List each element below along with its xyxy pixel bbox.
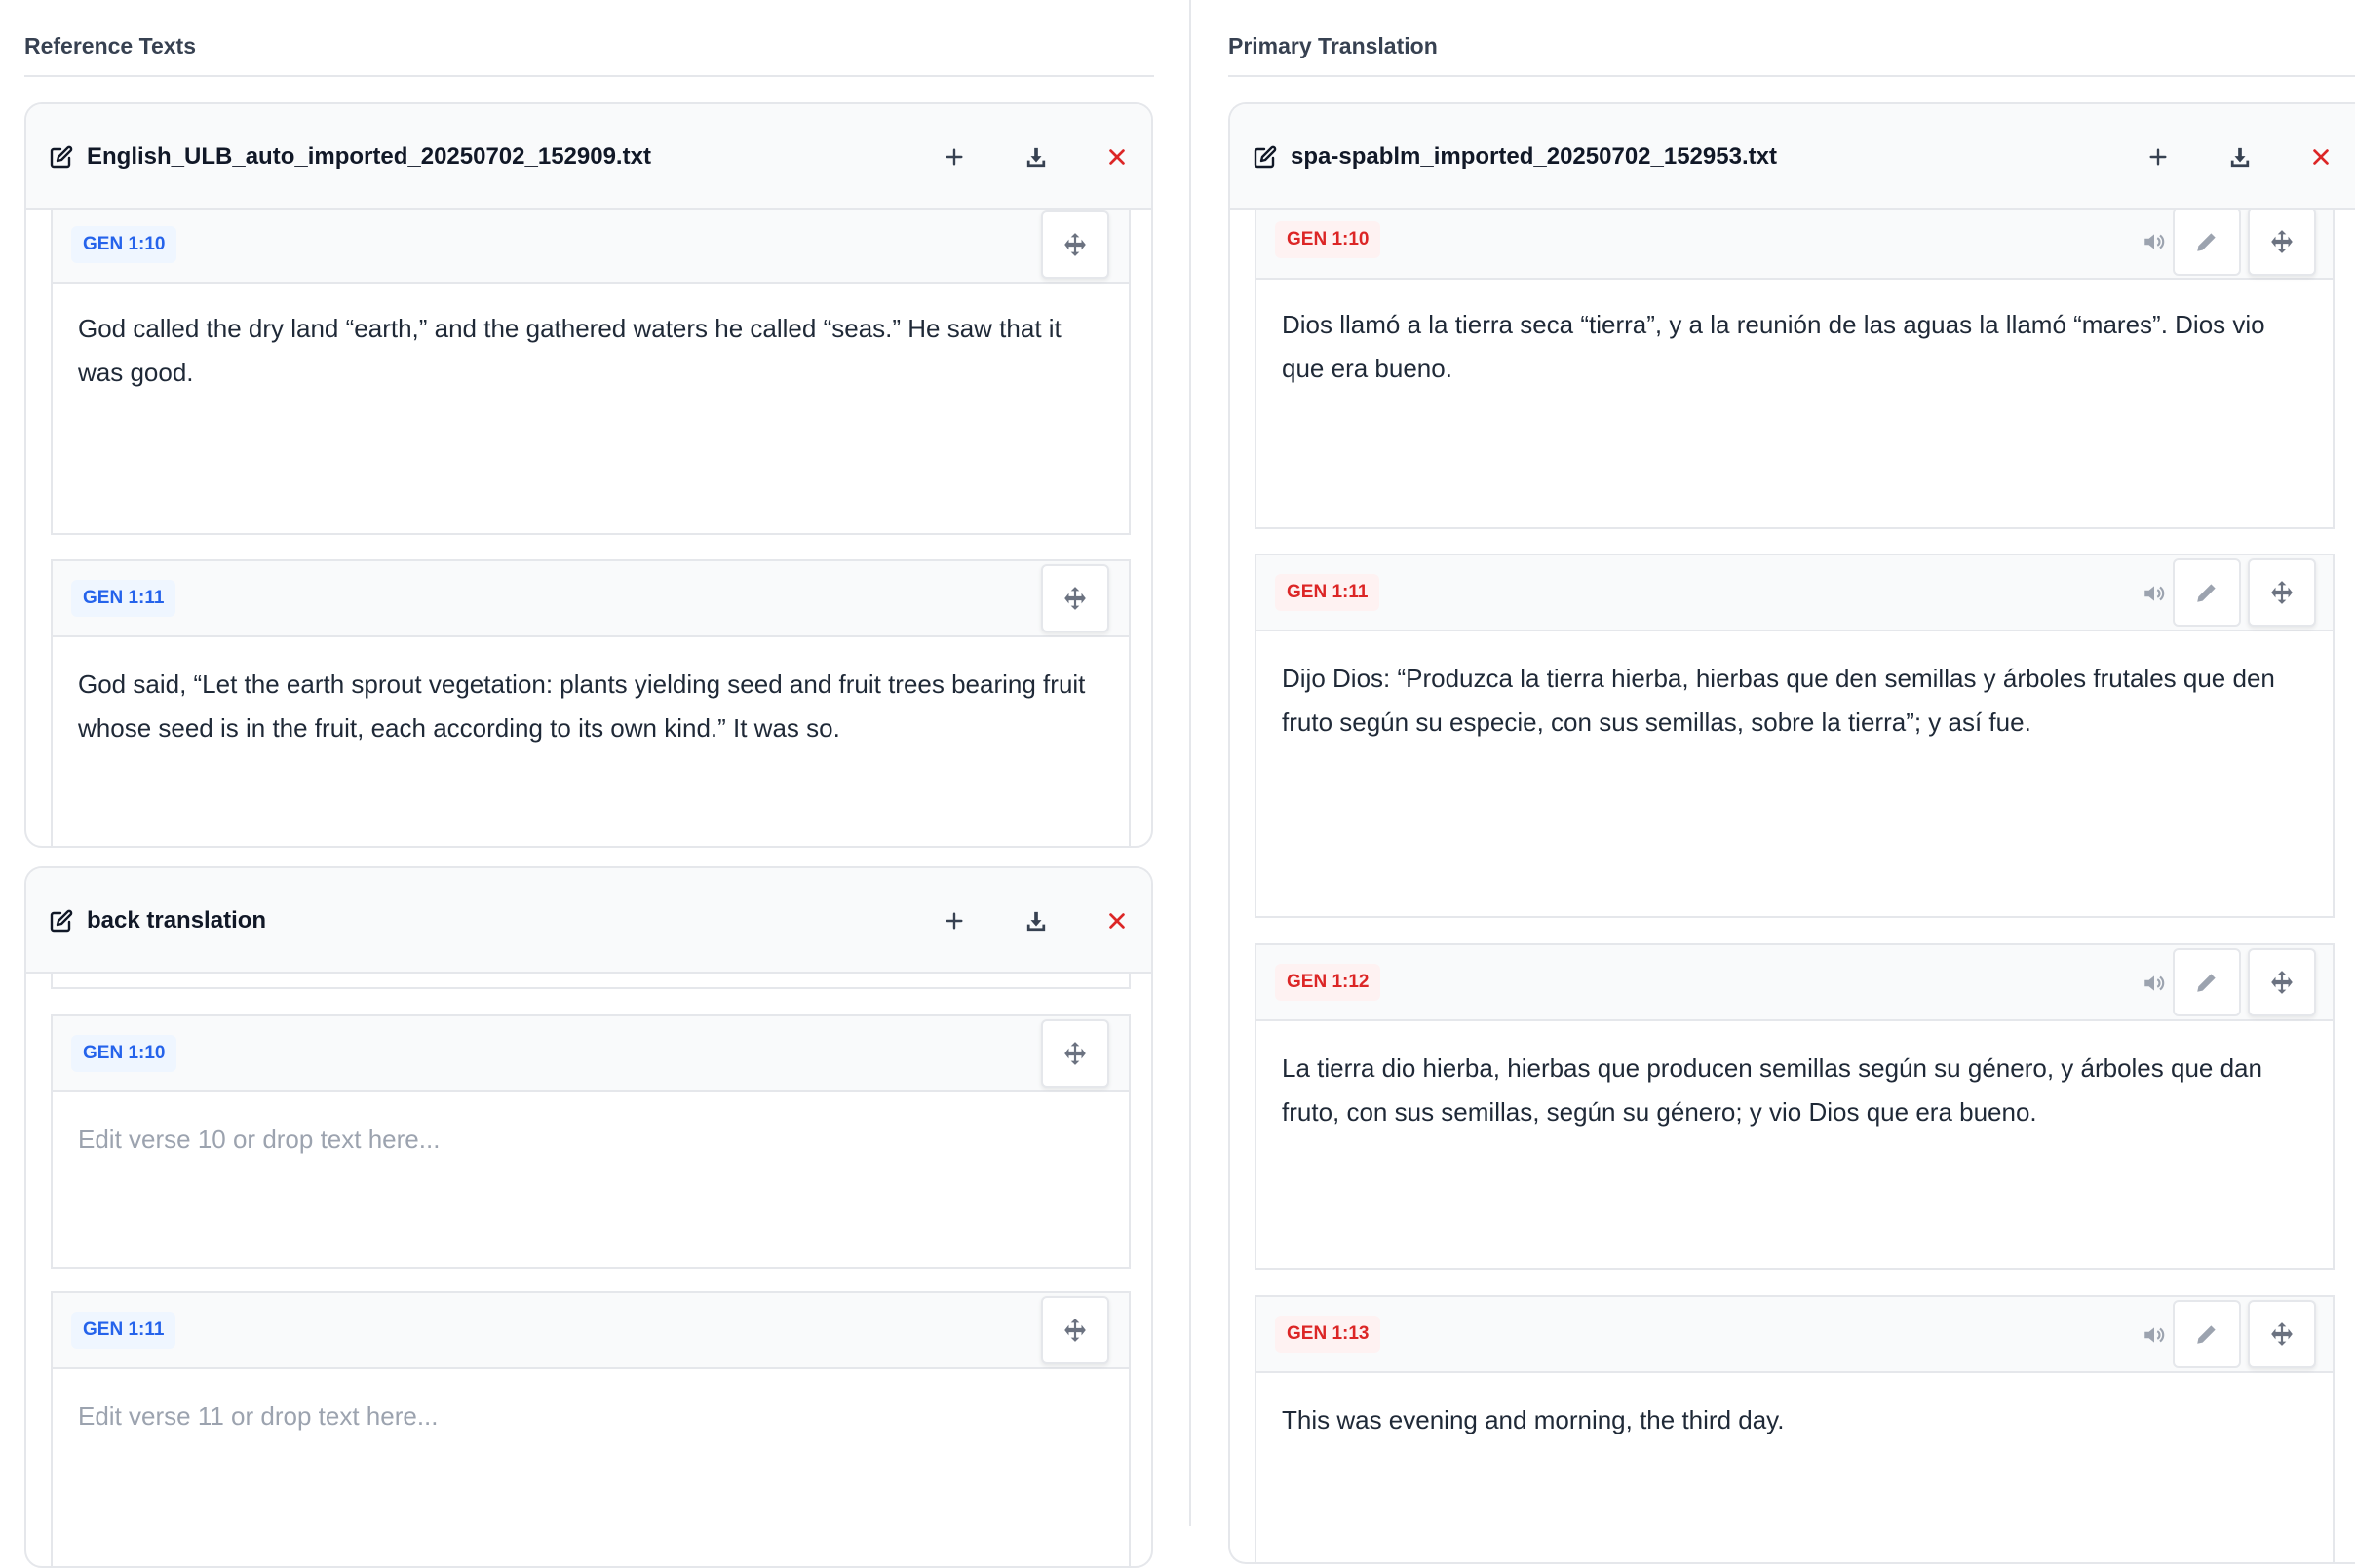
- panel-header: [26, 104, 1151, 210]
- verse-card: [1255, 1295, 2335, 1562]
- download-icon: [1025, 146, 1047, 168]
- verse-text[interactable]: Dijo Dios: “Produzca la tierra hierba, hierbas que den semillas y árboles frutales que den fruto según su especie, con sus semillas, sobre la tierra”; y así fue.: [1282, 664, 2275, 737]
- verse-card: [1255, 210, 2335, 529]
- verse-card-header: [1256, 945, 2333, 1021]
- panel-header: [1230, 104, 2355, 210]
- verse-text[interactable]: This was evening and morning, the third day.: [1282, 1405, 1785, 1434]
- verse-text[interactable]: La tierra dio hierba, hierbas que producen semillas según su género, y árboles que dan fruto, con sus semillas, según su género; y vio Dios que era bueno.: [1282, 1053, 2262, 1127]
- verse-card-header: [1256, 1297, 2333, 1373]
- speaker-icon[interactable]: [2140, 969, 2169, 998]
- close-button[interactable]: [1094, 898, 1140, 944]
- download-button[interactable]: [2217, 134, 2263, 180]
- move-button[interactable]: [1041, 564, 1109, 632]
- verse-card-partial: [51, 974, 1131, 989]
- verse-reference-badge: GEN 1:10: [71, 226, 176, 263]
- move-button[interactable]: [2248, 1300, 2316, 1368]
- edit-icon[interactable]: [1254, 145, 1277, 169]
- add-button[interactable]: [2135, 134, 2181, 180]
- verse-reference-badge: GEN 1:11: [71, 1312, 175, 1349]
- speaker-icon[interactable]: [2140, 579, 2169, 608]
- verse-card-header: [53, 561, 1129, 637]
- pencil-icon: [2194, 1321, 2220, 1347]
- panel-body[interactable]: [26, 210, 1151, 846]
- pencil-icon: [2194, 580, 2220, 605]
- download-icon: [2229, 146, 2251, 168]
- verse-card: [51, 210, 1131, 535]
- move-icon: [2269, 580, 2295, 605]
- move-icon: [2269, 229, 2295, 254]
- download-button[interactable]: [1013, 134, 1060, 180]
- move-icon: [2269, 1321, 2295, 1347]
- speaker-icon[interactable]: [2140, 1320, 2169, 1350]
- close-button[interactable]: [2297, 134, 2344, 180]
- move-icon: [1062, 1041, 1088, 1066]
- verse-card: [51, 559, 1131, 846]
- reference-panel-back-translation: [24, 866, 1153, 1568]
- verse-card: [1255, 554, 2335, 918]
- verse-reference-badge: GEN 1:10: [71, 1035, 176, 1072]
- download-icon: [1025, 910, 1047, 932]
- verse-text[interactable]: God called the dry land “earth,” and the gathered waters he called “seas.” He saw that it was good.: [78, 314, 1062, 387]
- verse-reference-badge: GEN 1:12: [1275, 964, 1380, 1001]
- verse-card-header: [53, 210, 1129, 284]
- panel-title: English_ULB_auto_imported_20250702_152909.txt: [87, 143, 651, 170]
- verse-input-placeholder[interactable]: Edit verse 11 or drop text here...: [78, 1401, 439, 1431]
- move-button[interactable]: [1041, 1019, 1109, 1088]
- add-button[interactable]: [931, 134, 978, 180]
- move-button[interactable]: [2248, 210, 2316, 276]
- move-button[interactable]: [1041, 1296, 1109, 1364]
- verse-text[interactable]: God said, “Let the earth sprout vegetation: plants yielding seed and fruit trees bearing fruit whose seed is in the fruit, each according to its own kind.” It was so.: [78, 669, 1086, 743]
- move-icon: [1062, 232, 1088, 257]
- move-icon: [1062, 1318, 1088, 1343]
- plus-icon: [944, 910, 965, 932]
- verse-card-header: [1256, 210, 2333, 280]
- divider: [1228, 75, 2355, 77]
- verse-reference-badge: GEN 1:11: [71, 580, 175, 617]
- move-button[interactable]: [2248, 558, 2316, 627]
- verse-card-header: [1256, 555, 2333, 631]
- panel-title: back translation: [87, 907, 267, 934]
- verse-reference-badge: GEN 1:13: [1275, 1316, 1380, 1353]
- move-icon: [1062, 586, 1088, 611]
- reference-panel-english-ulb: [24, 102, 1153, 848]
- reference-texts-heading: Reference Texts: [24, 33, 196, 58]
- move-icon: [2269, 970, 2295, 995]
- plus-icon: [2147, 146, 2169, 168]
- close-button[interactable]: [1094, 134, 1140, 180]
- pencil-icon: [2194, 970, 2220, 995]
- verse-reference-badge: GEN 1:11: [1275, 574, 1379, 611]
- panel-body[interactable]: [1230, 210, 2355, 1562]
- verse-card: [51, 1291, 1131, 1566]
- panel-header: [26, 868, 1151, 974]
- speaker-icon[interactable]: [2140, 227, 2169, 256]
- edit-verse-button[interactable]: [2173, 1300, 2241, 1368]
- verse-card-header: [53, 1293, 1129, 1369]
- reference-texts-column: [0, 0, 1191, 1526]
- verse-text[interactable]: Dios llamó a la tierra seca “tierra”, y a la reunión de las aguas la llamó “mares”. Dios vio que era bueno.: [1282, 310, 2265, 383]
- close-icon: [2310, 146, 2332, 168]
- close-icon: [1106, 146, 1128, 168]
- close-icon: [1106, 910, 1128, 932]
- primary-panel: [1228, 102, 2355, 1564]
- primary-translation-heading: Primary Translation: [1228, 33, 1438, 58]
- verse-card: [51, 1014, 1131, 1269]
- edit-icon[interactable]: [50, 145, 73, 169]
- add-button[interactable]: [931, 898, 978, 944]
- move-button[interactable]: [1041, 210, 1109, 279]
- divider: [24, 75, 1154, 77]
- edit-verse-button[interactable]: [2173, 558, 2241, 627]
- verse-reference-badge: GEN 1:10: [1275, 221, 1380, 258]
- verse-card: [1255, 943, 2335, 1270]
- panel-title: spa-spablm_imported_20250702_152953.txt: [1291, 143, 1777, 170]
- pencil-icon: [2194, 229, 2220, 254]
- plus-icon: [944, 146, 965, 168]
- download-button[interactable]: [1013, 898, 1060, 944]
- move-button[interactable]: [2248, 948, 2316, 1016]
- verse-input-placeholder[interactable]: Edit verse 10 or drop text here...: [78, 1125, 441, 1154]
- panel-body[interactable]: [26, 974, 1151, 1566]
- edit-verse-button[interactable]: [2173, 210, 2241, 276]
- verse-card-header: [53, 1016, 1129, 1092]
- edit-verse-button[interactable]: [2173, 948, 2241, 1016]
- edit-icon[interactable]: [50, 909, 73, 933]
- primary-translation-column: [1191, 0, 2355, 1526]
